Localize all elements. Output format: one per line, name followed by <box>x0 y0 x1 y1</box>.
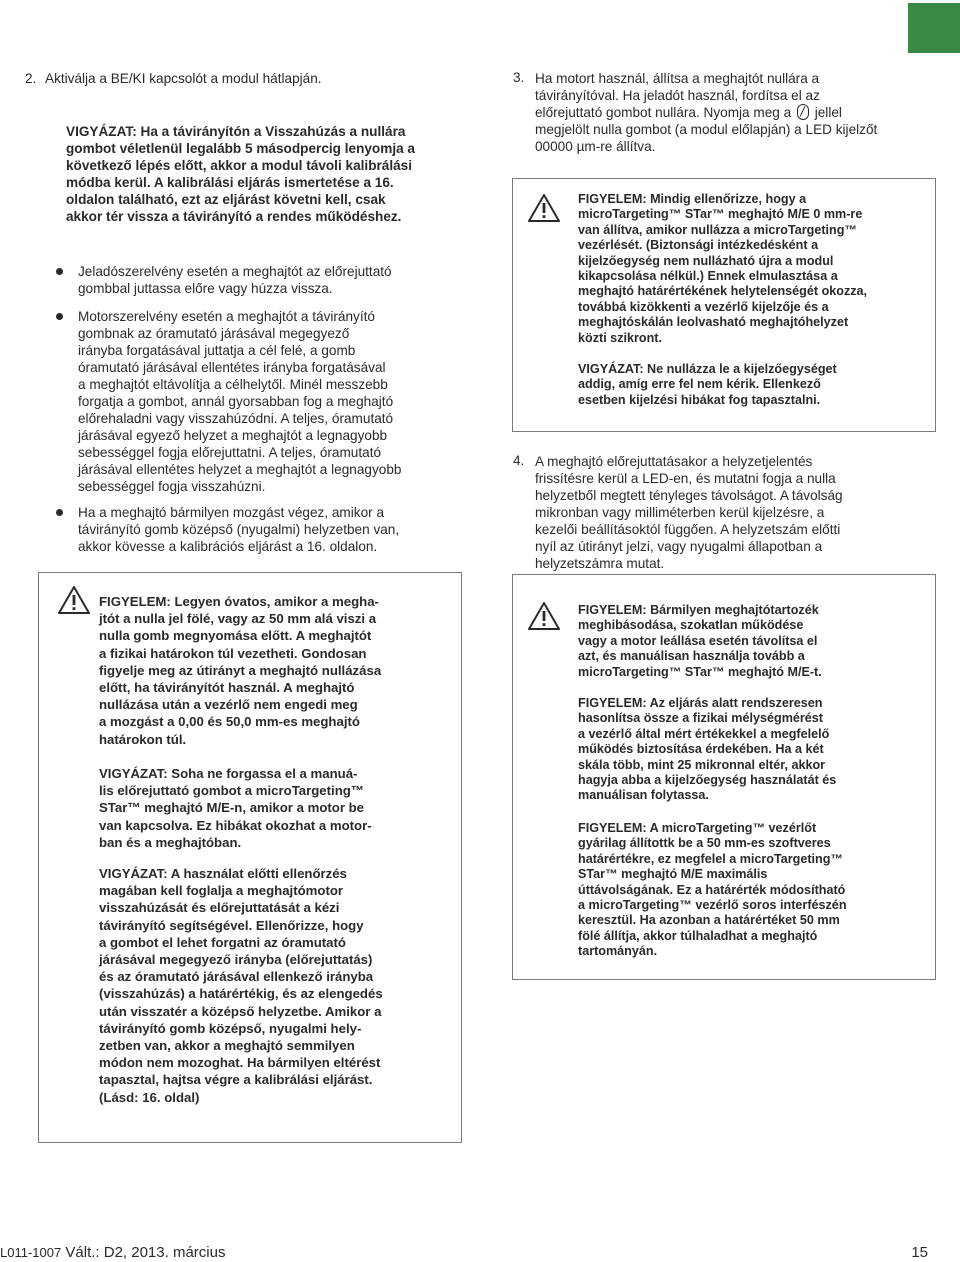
bullet-line: a meghajtót eltávolítja a célhelytől. Minél messzebb <box>78 377 388 392</box>
bullet-line: sebességgel fogja előrejuttatni. A teljes, óramutató <box>78 445 382 460</box>
note-software-limit <box>578 821 923 960</box>
step-3 <box>535 70 930 155</box>
note-line: keresztül. Ha azonban a határértéket 50 mm <box>578 913 840 928</box>
footer-doc-code: L011-1007 <box>0 1245 62 1260</box>
warning-box-right-top <box>512 178 936 432</box>
note-zero-caution <box>99 593 439 748</box>
bullet-dot <box>56 313 63 320</box>
bullet-line: előrehaladni vagy visszahúzódni. A teljes, óramutató <box>78 411 394 426</box>
note-line: (Lásd: 16. oldal) <box>99 1089 200 1105</box>
note-line: ban és a meghajtóban. <box>99 834 242 850</box>
bullet-line: távirányító gomb középső (nyugalmi) helyzetben van, <box>78 522 400 537</box>
step-2-number: 2. <box>25 71 37 86</box>
note-manual-knob <box>99 765 439 851</box>
note-line: meghajtóskálán leolvasható meghajtóhelyzet <box>578 315 849 330</box>
note-line: határértékre, ez megfelel a microTargeting™ <box>578 851 844 866</box>
note-line: manuálisan folytassa. <box>578 788 709 803</box>
step-4 <box>535 453 930 572</box>
warning-box-right-bottom <box>512 574 936 980</box>
note-line: és az óramutató járásával ellenkező irányba <box>99 969 374 985</box>
caution-line: akkor tér vissza a távirányító a rendes működéshez. <box>66 209 402 224</box>
bullet-line: sebességgel fogja visszahúzni. <box>78 479 266 494</box>
note-line: a vezérlő által mért értékekkel a megfelelő <box>578 726 830 741</box>
note-line: a microTargeting™ vezérlő soros interfészén <box>578 898 847 913</box>
note-line: továbbá kizökkenti a vezérlő kijelzője és a <box>578 299 829 314</box>
step-3-line: 00000 µm-re állítva. <box>535 139 656 154</box>
step-3-line: megjelölt nulla gombot (a modul előlapján) a LED kijelzőt <box>535 122 878 137</box>
note-line: működés biztosítása érdekében. Ha a két <box>578 742 824 757</box>
note-accessory-failure <box>578 603 923 680</box>
bullet-line: Jeladószerelvény esetén a meghajtót az előrejuttató <box>78 264 392 279</box>
note-line: a fizikai határokon túl vezetheti. Gondosan <box>99 645 367 661</box>
note-line: addig, amíg erre fel nem kérik. Ellenkező <box>578 377 821 392</box>
note-line: nullázása után a vezérlő nem engedi meg <box>99 697 358 713</box>
bullet-line: óramutató járásával ellentétes irányba forgatásával <box>78 360 386 375</box>
note-line: FIGYELEM: Legyen óvatos, amikor a megha- <box>99 594 379 609</box>
note-line: meghajtó határértékének helytelenségét okozza, <box>578 284 868 299</box>
note-line: kijelzőegység nem nullázható újra a modul <box>578 253 834 268</box>
bullet-line: Ha a meghajtó bármilyen mozgást végez, amikor a <box>78 505 384 520</box>
step-4-line: nyíl az útirányt jelzi, vagy nyugalmi állapotban a <box>535 539 823 554</box>
step-4-line: mikronban vagy milliméterben kerül kijelzésre, a <box>535 505 825 520</box>
note-line: magában kell foglalja a meghajtómotor <box>99 883 344 899</box>
step-3-line: jellel <box>814 105 842 120</box>
note-line: (visszahúzás) a határértékig, és az elengedés <box>99 986 383 1002</box>
note-line: kikapcsolása nélkül.) Ennek elmulasztása a <box>578 269 838 284</box>
note-line: microTargeting™ STar™ meghajtó M/E 0 mm-re <box>578 207 863 222</box>
step-4-line: kezelői beállításoktól függően. A helyzetszám előtti <box>535 522 841 537</box>
warning-box-left <box>38 572 462 1143</box>
bullet-line: forgatja a gombot, annál gyorsabban fog a meghajtó <box>78 394 394 409</box>
corner-tab-marker <box>908 3 960 53</box>
note-line: gyárilag állítottk be a 50 mm-es szoftveres <box>578 836 831 851</box>
bullet-line: gombbal juttassa előre vagy húzza vissza. <box>78 281 333 296</box>
note-line: esetben kijelzési hibákat fog tapasztalni. <box>578 392 821 407</box>
note-pre-use-check <box>99 865 439 1106</box>
bullet-line: járásával ellentétes helyzet a meghajtót a legnagyobb <box>78 462 402 477</box>
note-line: közti szikront. <box>578 330 662 345</box>
bullet-line: irányba forgatásával juttatja a cél felé, a gomb <box>78 343 356 358</box>
bullet-line: akkor kövesse a kalibrációs eljárást a 16. oldalon. <box>78 539 378 554</box>
caution-line: VIGYÁZAT: Ha a távirányítón a Visszahúzás a nullára <box>66 124 406 139</box>
step-3-number: 3. <box>513 70 525 85</box>
step-4-line: frissítésre kerül a LED-en, és mutatni fogja a nulla <box>535 471 836 486</box>
step-4-line: A meghajtó előrejuttatásakor a helyzetjelentés <box>535 454 813 469</box>
footer-version: Vált.: D2, 2013. március <box>65 1244 226 1261</box>
caution-remote-calibration <box>66 123 426 225</box>
note-line: hasonlítsa össze a fizikai mélységmérést <box>578 711 823 726</box>
note-line: jtót a nulla jel fölé, vagy az 50 mm alá viszi a <box>99 611 377 627</box>
note-line: nulla gomb megnyomása előtt. A meghajtót <box>99 628 372 644</box>
note-line: a mozgást a 0,00 és 50,0 mm-es meghajtó <box>99 714 360 730</box>
bullet-dot <box>56 268 63 275</box>
note-line: microTargeting™ STar™ meghajtó M/E-t. <box>578 664 822 679</box>
warning-icon <box>57 585 91 615</box>
note-line: meghibásodása, szokatlan működése <box>578 618 804 633</box>
step-4-number: 4. <box>513 453 525 468</box>
step-4-line: helyzetből megtett tényleges távolságot. A távolság <box>535 488 843 503</box>
note-line: fölé állítja, akkor túlhaladhat a meghajtó <box>578 928 818 943</box>
warning-icon <box>527 193 561 223</box>
zero-symbol-icon <box>797 104 809 120</box>
footer-doc-info <box>0 1244 225 1261</box>
bullet-line: gombnak az óramutató járásával megegyező <box>78 326 350 341</box>
caution-line: módba kerül. A kalibrálási eljárás ismertetése a 16. <box>66 175 394 190</box>
note-line: hagyja abba a kijelzőegység használatát és <box>578 773 837 788</box>
page-number: 15 <box>911 1244 928 1261</box>
note-line: visszahúzását és előrejuttatását a kézi <box>99 900 340 916</box>
caution-line: gombot véletlenül legalább 5 másodpercig lenyomja a <box>66 141 415 156</box>
note-line: azt, és manuálisan használja tovább a <box>578 649 805 664</box>
note-line: van állítva, amikor nullázza a microTargeting™ <box>578 222 858 237</box>
warning-icon <box>527 601 561 631</box>
note-line: figyelje meg az útirányt a meghajtó nullázása <box>99 662 382 678</box>
note-line: zetben van, akkor a meghajtó semmilyen <box>99 1038 355 1054</box>
caution-line: oldalon található, ezt az eljárást követni kell, csak <box>66 192 386 207</box>
bullet-dot <box>56 509 63 516</box>
note-line: VIGYÁZAT: Soha ne forgassa el a manuá- <box>99 766 358 781</box>
note-line: tartományán. <box>578 944 658 959</box>
note-line: STar™ meghajtó M/E-n, amikor a motor be <box>99 800 365 816</box>
note-line: tapasztal, hajtsa végre a kalibrálási eljárást. <box>99 1072 373 1088</box>
note-line: távirányító segítségével. Ellenőrizze, hogy <box>99 917 364 933</box>
note-line: lis előrejuttató gombot a microTargeting™ <box>99 783 364 799</box>
note-line: STar™ meghajtó M/E maximális <box>578 867 768 882</box>
step-3-line: távirányítóval. Ha jeladót használ, fordítsa el az <box>535 88 820 103</box>
note-line: úttávolságának. Ez a határérték módosítható <box>578 882 846 897</box>
note-line: VIGYÁZAT: Ne nullázza le a kijelzőegységet <box>578 362 837 376</box>
note-line: vezérlését. (Biztonsági intézkedésként a <box>578 238 819 253</box>
step-3-line: előrejuttató gombot nullára. Nyomja meg a <box>535 105 792 120</box>
note-line: VIGYÁZAT: A használat előtti ellenőrzés <box>99 866 347 881</box>
note-line: járásával megegyező irányba (előrejuttatás) <box>99 952 373 968</box>
note-line: FIGYELEM: Az eljárás alatt rendszeresen <box>578 696 823 710</box>
step-2-text: Aktiválja a BE/KI kapcsolót a modul hátlapján. <box>45 71 322 86</box>
note-line: határokon túl. <box>99 731 187 747</box>
note-line: előtt, ha távirányítót használ. A meghajtó <box>99 680 355 696</box>
note-line: távirányító gomb középső, nyugalmi hely- <box>99 1020 362 1036</box>
note-display-reset <box>578 362 923 408</box>
note-line: FIGYELEM: A microTargeting™ vezérlőt <box>578 821 817 835</box>
note-line: FIGYELEM: Mindig ellenőrizze, hogy a <box>578 192 807 206</box>
note-line: van kapcsolva. Ez hibákat okozhat a motor- <box>99 817 372 833</box>
note-line: vagy a motor leállása esetén távolítsa el <box>578 633 818 648</box>
note-line: a gombot el lehet forgatni az óramutató <box>99 934 346 950</box>
bullet-line: járásával egyező helyzet a meghajtót a legnagyobb <box>78 428 388 443</box>
note-line: skála több, mint 25 mikronnal eltér, akkor <box>578 757 826 772</box>
note-zero-check <box>578 192 923 346</box>
step-4-line: helyzetszámra mutat. <box>535 556 665 571</box>
note-depth-compare <box>578 696 923 804</box>
caution-line: következő lépés előtt, akkor a modul távoli kalibrálási <box>66 158 413 173</box>
note-line: után visszatér a középső helyzetbe. Amikor a <box>99 1003 382 1019</box>
step-3-line: Ha motort használ, állítsa a meghajtót nullára a <box>535 71 820 86</box>
step-2 <box>25 70 445 87</box>
note-line: FIGYELEM: Bármilyen meghajtótartozék <box>578 603 819 617</box>
note-line: módon nem mozoghat. Ha bármilyen eltérést <box>99 1055 381 1071</box>
bullet-line: Motorszerelvény esetén a meghajtót a távirányító <box>78 309 375 324</box>
